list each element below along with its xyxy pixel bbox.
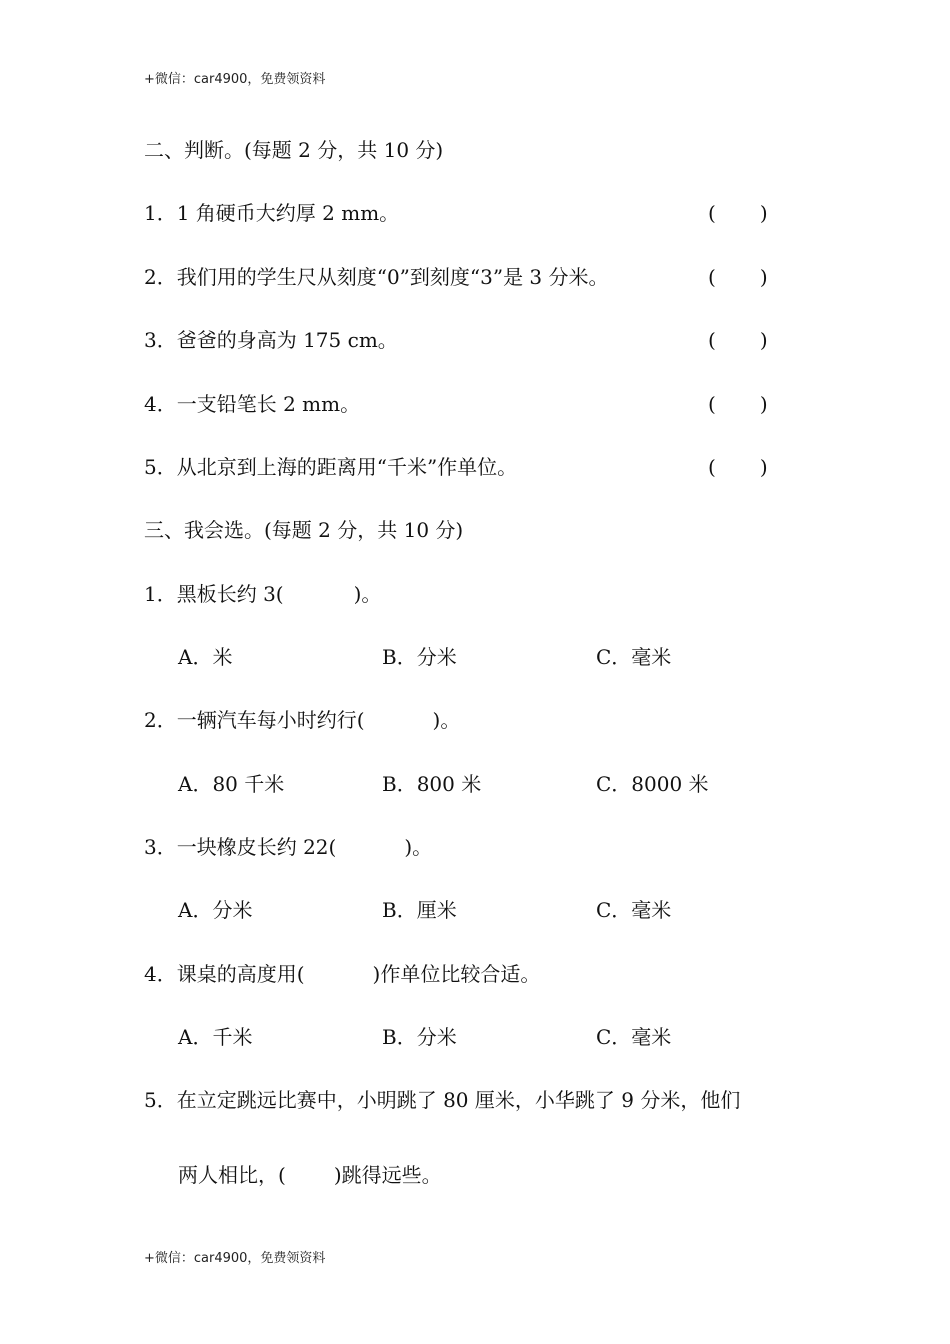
q4-option-c: C．毫米 [596, 1025, 672, 1049]
paren-open: ( [708, 392, 716, 416]
paren-close: ) [759, 328, 768, 352]
paren-close: ) [759, 201, 768, 225]
question-text: 2．一辆汽车每小时约行( [144, 708, 365, 732]
question-text-end: )作单位比较合适。 [372, 962, 541, 986]
paren-open: ( [708, 201, 716, 225]
watermark-bottom: +微信：car4900，免费领资料 [144, 1251, 326, 1266]
choice-question-2 [144, 706, 460, 734]
q2-option-a: A．80 千米 [178, 772, 285, 796]
answer-paren-2 [708, 263, 768, 291]
judge-item-3: 3．爸爸的身高为 175 cm。 [144, 328, 398, 352]
q3-option-a: A．分米 [178, 898, 253, 922]
judge-item-4: 4．一支铅笔长 2 mm。 [144, 392, 361, 416]
paren-open: ( [708, 328, 716, 352]
question-text: 1．黑板长约 3( [144, 582, 284, 606]
q1-option-c: C．毫米 [596, 645, 672, 669]
question-text: 两人相比，( [178, 1163, 286, 1187]
question-text-end: )。 [432, 708, 461, 732]
question-text-end: )跳得远些。 [333, 1163, 442, 1187]
paren-close: ) [759, 455, 768, 479]
paren-close: ) [759, 265, 768, 289]
choice-question-3 [144, 833, 432, 861]
section-3-heading: 三、我会选。(每题 2 分，共 10 分) [144, 518, 464, 542]
q1-option-b: B．分米 [382, 645, 457, 669]
q2-option-c: C．8000 米 [596, 772, 709, 796]
q1-option-a: A．米 [178, 645, 233, 669]
choice-question-4 [144, 960, 540, 988]
question-text: 4．课桌的高度用( [144, 962, 305, 986]
question-text: 3．一块橡皮长约 22( [144, 835, 337, 859]
choice-question-5-line-1: 5．在立定跳远比赛中，小明跳了 80 厘米，小华跳了 9 分米，他们 [144, 1088, 741, 1112]
watermark-top: +微信：car4900，免费领资料 [144, 72, 326, 87]
judge-item-2: 2．我们用的学生尺从刻度“0”到刻度“3”是 3 分米。 [144, 265, 609, 289]
q4-option-a: A．千米 [178, 1025, 253, 1049]
answer-paren-3 [708, 326, 768, 354]
judge-item-5: 5．从北京到上海的距离用“千米”作单位。 [144, 455, 518, 479]
paren-close: ) [759, 392, 768, 416]
answer-paren-5 [708, 453, 768, 481]
question-text-end: )。 [353, 582, 382, 606]
q3-option-b: B．厘米 [382, 898, 457, 922]
answer-paren-1 [708, 199, 768, 227]
q4-option-b: B．分米 [382, 1025, 457, 1049]
choice-question-5-line-2 [178, 1161, 442, 1189]
answer-paren-4 [708, 390, 768, 418]
q3-option-c: C．毫米 [596, 898, 672, 922]
judge-item-1: 1．1 角硬币大约厚 2 mm。 [144, 201, 400, 225]
q2-option-b: B．800 米 [382, 772, 482, 796]
paren-open: ( [708, 455, 716, 479]
section-2-heading: 二、判断。(每题 2 分，共 10 分) [144, 138, 444, 162]
paren-open: ( [708, 265, 716, 289]
choice-question-1 [144, 580, 381, 608]
question-text-end: )。 [404, 835, 433, 859]
